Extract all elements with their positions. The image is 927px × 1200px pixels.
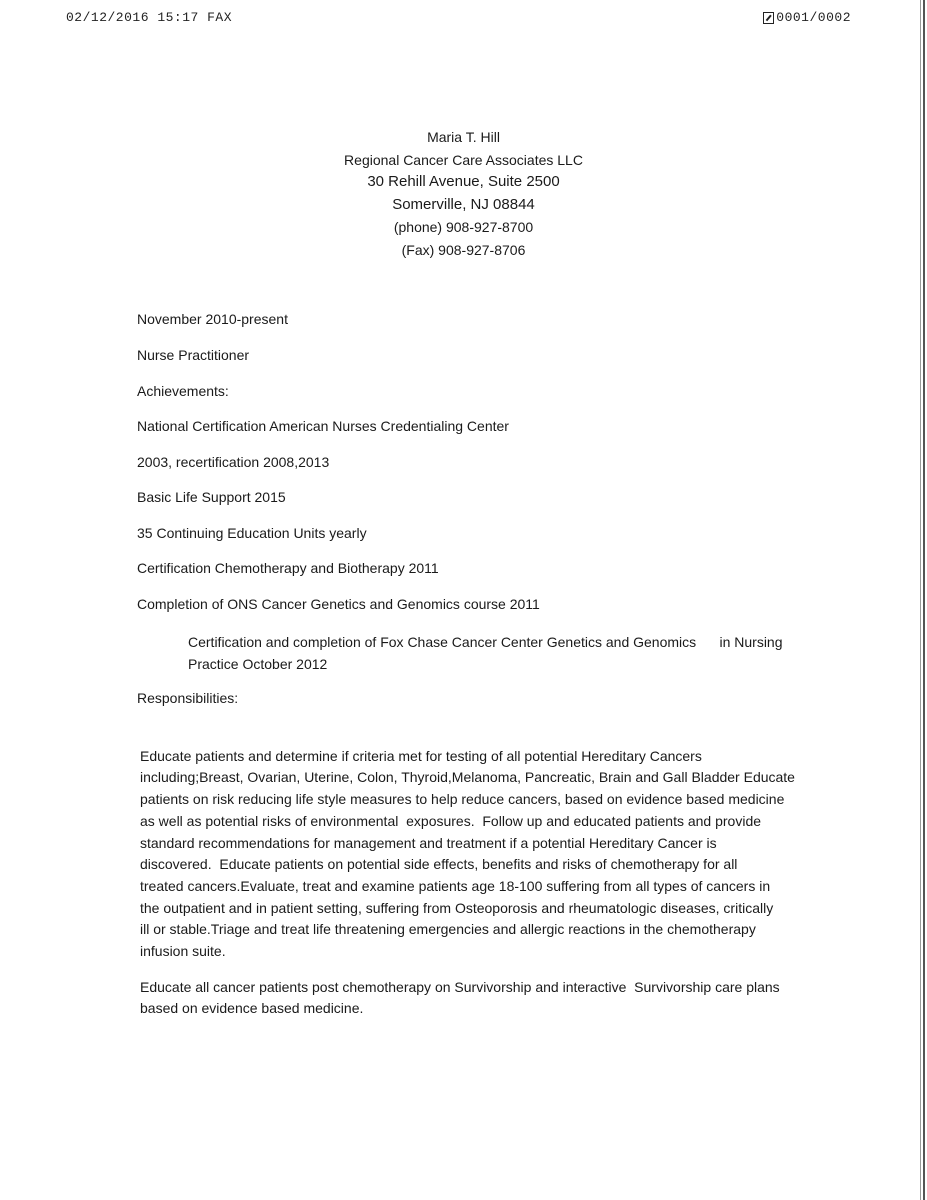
- fax-page-icon: [763, 12, 774, 24]
- fax-datetime: 02/12/2016 15:17 FAX: [66, 10, 233, 25]
- achievement-item: 35 Continuing Education Units yearly: [137, 525, 367, 541]
- paragraph-line: based on evidence based medicine.: [140, 1000, 364, 1017]
- letterhead-street: 30 Rehill Avenue, Suite 2500: [367, 173, 560, 190]
- paragraph-line: infusion suite.: [140, 943, 226, 960]
- fax-page-counter-group: [763, 10, 851, 25]
- employment-dates: November 2010-present: [137, 311, 288, 327]
- paragraph-line: discovered. Educate patients on potential side effects, benefits and risks of chemotherapy for all: [140, 856, 738, 873]
- paragraph-line: including;Breast, Ovarian, Uterine, Colon, Thyroid,Melanoma, Pancreatic, Brain and Gall Bladder Educate: [140, 769, 795, 786]
- achievement-item: National Certification American Nurses Credentialing Center: [137, 418, 509, 434]
- responsibilities-heading: Responsibilities:: [137, 690, 239, 706]
- responsibilities-paragraph-2: [140, 955, 790, 1042]
- paragraph-line: standard recommendations for management and treatment if a potential Hereditary Cancer is: [140, 834, 717, 851]
- paragraph-line: ill or stable.Triage and treat life threatening emergencies and allergic reactions in the chemotherapy: [140, 921, 756, 938]
- employment-position: Nurse Practitioner: [137, 347, 250, 363]
- fax-header: [66, 10, 851, 28]
- paragraph-line: patients on risk reducing life style measures to help reduce cancers, based on evidence based medicine: [140, 791, 785, 808]
- letterhead: [0, 126, 927, 261]
- achievement-item: Basic Life Support 2015: [137, 489, 286, 505]
- achievement-indented-line: Certification and completion of Fox Chase Cancer Center Genetics and Genomics in Nursing: [188, 634, 783, 650]
- fax-page-counter: 0001/0002: [776, 10, 851, 25]
- achievement-item: Completion of ONS Cancer Genetics and Genomics course 2011: [137, 596, 540, 612]
- paragraph-line: the outpatient and in patient setting, suffering from Osteoporosis and rheumatologic diseases, critically: [140, 899, 774, 916]
- paragraph-line: treated cancers.Evaluate, treat and examine patients age 18-100 suffering from all types of cancers in: [140, 877, 771, 894]
- achievement-indented-line: Practice October 2012: [188, 656, 328, 672]
- responsibilities-paragraph-1: [140, 724, 795, 984]
- paragraph-line: as well as potential risks of environmental exposures. Follow up and educated patients and provide: [140, 812, 762, 829]
- letterhead-fax: (Fax) 908-927-8706: [401, 241, 526, 258]
- paragraph-line: Educate patients and determine if criteria met for testing of all potential Hereditary Cancers: [140, 747, 702, 764]
- letterhead-organization: Regional Cancer Care Associates LLC: [344, 151, 583, 168]
- letterhead-name: Maria T. Hill: [427, 129, 500, 145]
- achievements-heading: Achievements:: [137, 383, 229, 399]
- paragraph-line: Educate all cancer patients post chemotherapy on Survivorship and interactive Survivorship care plans: [140, 978, 780, 995]
- achievement-item: Certification Chemotherapy and Biotherapy 2011: [137, 560, 439, 576]
- achievement-item: 2003, recertification 2008,2013: [137, 454, 330, 470]
- letterhead-city: Somerville, NJ 08844: [392, 195, 535, 213]
- letterhead-phone: (phone) 908-927-8700: [393, 219, 534, 235]
